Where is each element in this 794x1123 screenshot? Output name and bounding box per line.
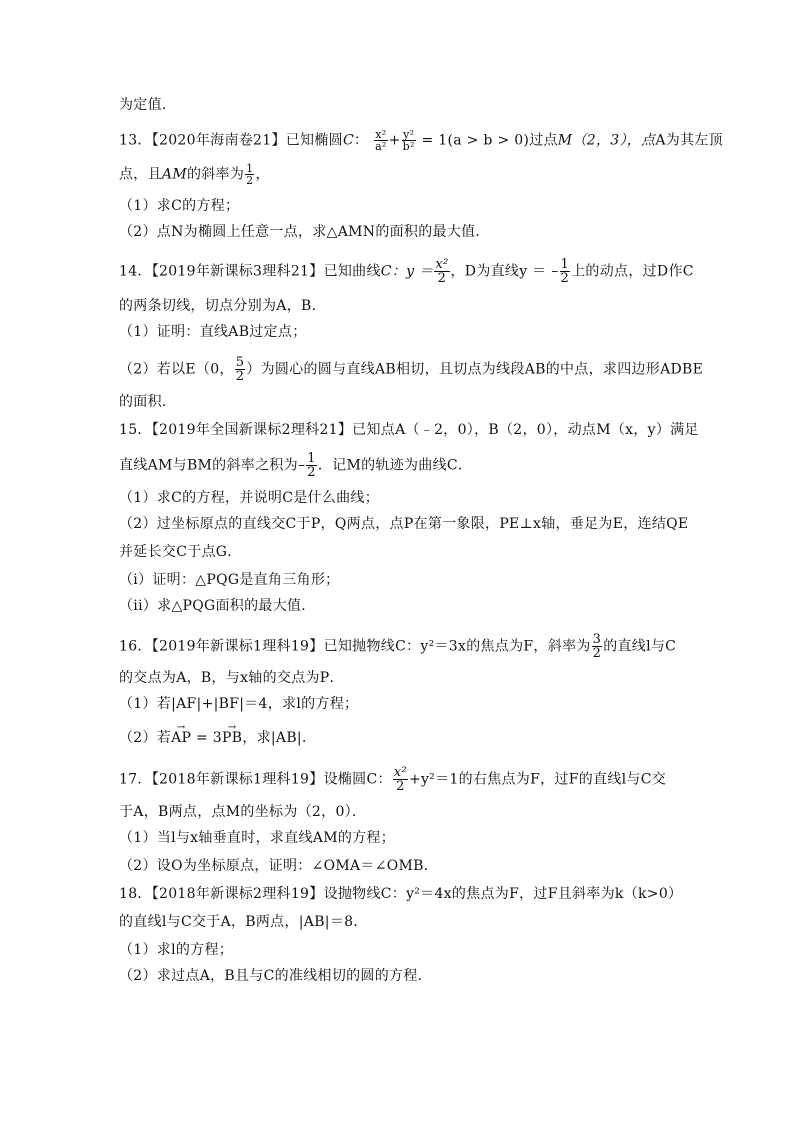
text-line: （2）若→ AP = 3→ PB，求|AB|．: [119, 728, 316, 748]
text-line: （1）当l与x轴垂直时，求直线AM的方程；: [119, 830, 396, 846]
text-line: （2）若以E（0， $\frac{5}{2}$ ）为圆心的圆与直线AB相切，且切点为线段AB的中点，求四边形ADBE: [119, 355, 704, 384]
text-line: （ii）求△PQG面积的最大值．: [119, 598, 316, 614]
vector-ap: → AP: [171, 728, 191, 748]
problem-15-heading: 15．【2019年全国新课标2理科21】已知点A（﹣2，0），B（2，0），动点M（x，y）满足: [119, 422, 699, 438]
text-line: 并延长交C于点G．: [119, 544, 242, 560]
problem-13-heading: 13．【2020年海南卷21】已知椭圆C： $\frac{\text{x²}}{\text{a²}}$ + $\frac{\text{y²}}{\text{b²}}$ = 1(a > b > 0)过点M（2，3），点A为其左顶: [119, 128, 723, 153]
text-line: （1）求l的方程；: [119, 942, 234, 958]
fraction: $\frac{1}{2}$: [560, 257, 570, 286]
problem-18-heading: 18．【2018年新课标2理科19】设抛物线C：y²＝4x的焦点为F，过F且斜率为k（k>0）: [119, 886, 683, 902]
problem-14-heading: 14．【2019年新课标3理科21】已知曲线C：y ＝ $\frac{\text{x²}}{2}$ ，D为直线y ＝ – $\frac{1}{2}$ 上的动点，过D作C: [119, 257, 694, 286]
text-line: （1）若|AF|+|BF|＝4，求l的方程；: [119, 696, 359, 712]
problem-16-heading: 16．【2019年新课标1理科19】已知抛物线C：y²＝3x的焦点为F，斜率为 $\frac{3}{2}$ 的直线l与C: [119, 632, 677, 661]
text-line: 的交点为A，B，与x轴的交点为P．: [119, 670, 344, 686]
text-line: （2）设O为坐标原点，证明：∠OMA＝∠OMB．: [119, 858, 439, 874]
fraction: $\frac{5}{2}$: [235, 355, 245, 384]
text-line: （2）过坐标原点的直线交C于P，Q两点，点P在第一象限，PE⊥x轴，垂足为E，连结QE: [119, 516, 689, 532]
vector-pb: → PB: [222, 728, 242, 748]
text-line: 于A，B两点，点M的坐标为（2，0）．: [119, 804, 367, 820]
problem-17-heading: 17．【2018年新课标1理科19】设椭圆C： $\frac{\text{x²}}{2}$ +y²＝1的右焦点为F，过F的直线l与C交: [119, 765, 667, 794]
fraction: $\frac{\text{x²}}{\text{a²}}$: [375, 128, 387, 153]
text-line: （2）点N为椭圆上任意一点，求△AMN的面积的最大值．: [119, 224, 490, 240]
text-line: 的面积．: [119, 394, 177, 410]
text-line: （i）证明：△PQG是直角三角形；: [119, 572, 340, 588]
text-line: 直线AM与BM的斜率之积为– $\frac{1}{2}$ ．记M的轨迹为曲线C．: [119, 451, 473, 480]
fraction: $\frac{1}{2}$: [246, 162, 254, 187]
text-line: 的直线l与C交于A，B两点，|AB|＝8．: [119, 914, 368, 930]
text-line: （1）证明：直线AB过定点；: [119, 324, 307, 340]
text-line: （2）求过点A，B且与C的准线相切的圆的方程．: [119, 968, 432, 984]
fraction: $\frac{\text{x²}}{2}$: [435, 257, 449, 286]
fraction: $\frac{\text{x²}}{2}$: [393, 765, 407, 794]
text-line: 点，且AM的斜率为 $\frac{1}{2}$ ，: [119, 162, 270, 187]
text-line: （1）求C的方程；: [119, 198, 240, 214]
fraction: $\frac{3}{2}$: [592, 632, 602, 661]
fraction: $\frac{1}{2}$: [307, 451, 316, 480]
text-line: 为定值．: [119, 97, 177, 113]
text-line: （1）求C的方程，并说明C是什么曲线；: [119, 490, 380, 506]
fraction: $\frac{\text{y²}}{\text{b²}}$: [402, 128, 415, 153]
text-line: 的两条切线，切点分别为A，B．: [119, 298, 326, 314]
